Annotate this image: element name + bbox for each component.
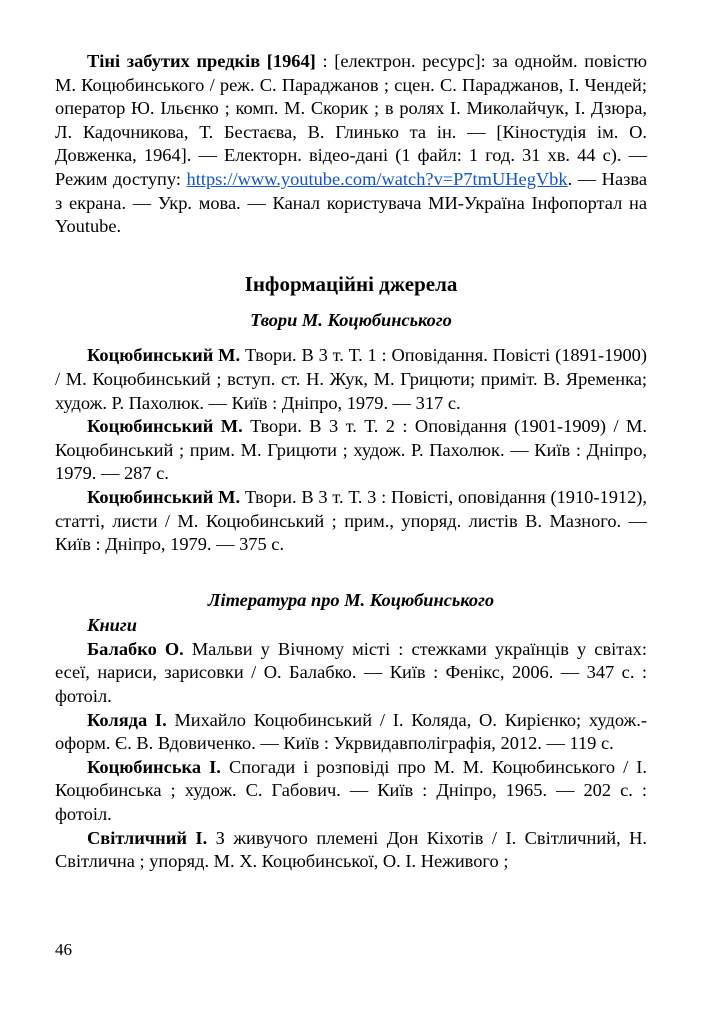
entry-author: Коцюбинська І. <box>87 756 221 777</box>
entry-text: Твори. В 3 т. Т. 3 : Повісті, оповідання (1910-1912), статті, листи / М. Коцюбинський ; прим., упоряд. листів В. Мазного. — Київ : Дніпро, 1979. — 375 с. <box>55 486 647 555</box>
entry-author: Коцюбинський М. <box>87 416 243 437</box>
entry-author: Балабко О. <box>87 638 184 659</box>
film-entry <box>55 50 647 239</box>
film-entry-text-end: . — Назва з екрана. — Укр. мова. — Канал користувача МИ-Україна Інфопортал на Youtube. <box>55 168 647 237</box>
works-title: Твори М. Коцюбинського <box>250 309 452 330</box>
works-entry <box>55 344 647 415</box>
entry-text: Михайло Коцюбинський / І. Коляда, О. Кирієнко; худож.-оформ. Є. В. Вдовиченко. — Київ : Укрвидавполіграфія, 2012. — 119 с. <box>55 709 647 754</box>
entry-author: Коцюбинський М. <box>87 486 241 507</box>
book-entry <box>55 638 647 709</box>
works-entry <box>55 486 647 557</box>
entry-text: Мальви у Вічному місті : стежками українців у світах: есеї, нариси, зарисовки / О. Балабко. — Київ : Фенікс, 2006. — 347 с. : фотоіл. <box>55 638 647 707</box>
entry-text: Твори. В 3 т. Т. 1 : Оповідання. Повісті (1891-1900) / М. Коцюбинський ; вступ. ст. Н. Жук, М. Грицюти; приміт. В. Яременка; худож. Р. Пахолюк. — Київ : Дніпро, 1979. — 317 с. <box>55 345 647 413</box>
film-entry-text: : [електрон. ресурс]: за однойм. повістю М. Коцюбинського / реж. С. Параджанов ; сцен. С. Параджанов, І. Чендей; оператор Ю. Ільєнко ; комп. М. Скорик ; в ролях І. Миколайчук, І. Дзюра, Л. Кадочникова, Т. Бестаєва, В. Глинько та ін. — [Кіностудія ім. О. Довженка, 1964]. — Електорн. відео-дані (1 файл: 1 год. 31 хв. 44 с). — Режим доступу: <box>55 51 647 189</box>
works-entry <box>55 415 647 486</box>
book-entry <box>55 827 647 874</box>
page-content <box>55 50 647 874</box>
book-entry <box>55 756 647 827</box>
youtube-link[interactable]: https://www.youtube.com/watch?v=P7tmUHegVbk <box>186 168 568 189</box>
entry-text: Спогади і розповіді про М. М. Коцюбинського / І. Коцюбинська ; худож. С. Габович. — Київ : Дніпро, 1965. — 202 с. : фотоіл. <box>55 756 647 825</box>
entry-text: З живучого племені Дон Кіхотів / І. Світличний, Н. Світлична ; упоряд. М. Х. Коцюбинської, О. І. Неживого ; <box>55 827 648 872</box>
literature-title: Література про М. Коцюбинського <box>207 589 495 610</box>
entry-text: Твори. В 3 т. Т. 2 : Оповідання (1901-1909) / М. Коцюбинський ; прим. М. Грицюти ; худож. Р. Пахолюк. — Київ : Дніпро, 1979. — 287 с. <box>55 416 647 484</box>
entry-author: Коцюбинський М. <box>87 345 241 366</box>
book-entry <box>55 709 647 756</box>
books-label: Книги <box>87 615 137 636</box>
section-title: Інформаційні джерела <box>244 271 458 296</box>
entry-author: Світличний І. <box>87 827 208 848</box>
film-entry-title: Тіні забутих предків [1964] <box>87 51 316 71</box>
entry-author: Коляда І. <box>87 709 167 730</box>
page-number: 46 <box>55 940 72 959</box>
